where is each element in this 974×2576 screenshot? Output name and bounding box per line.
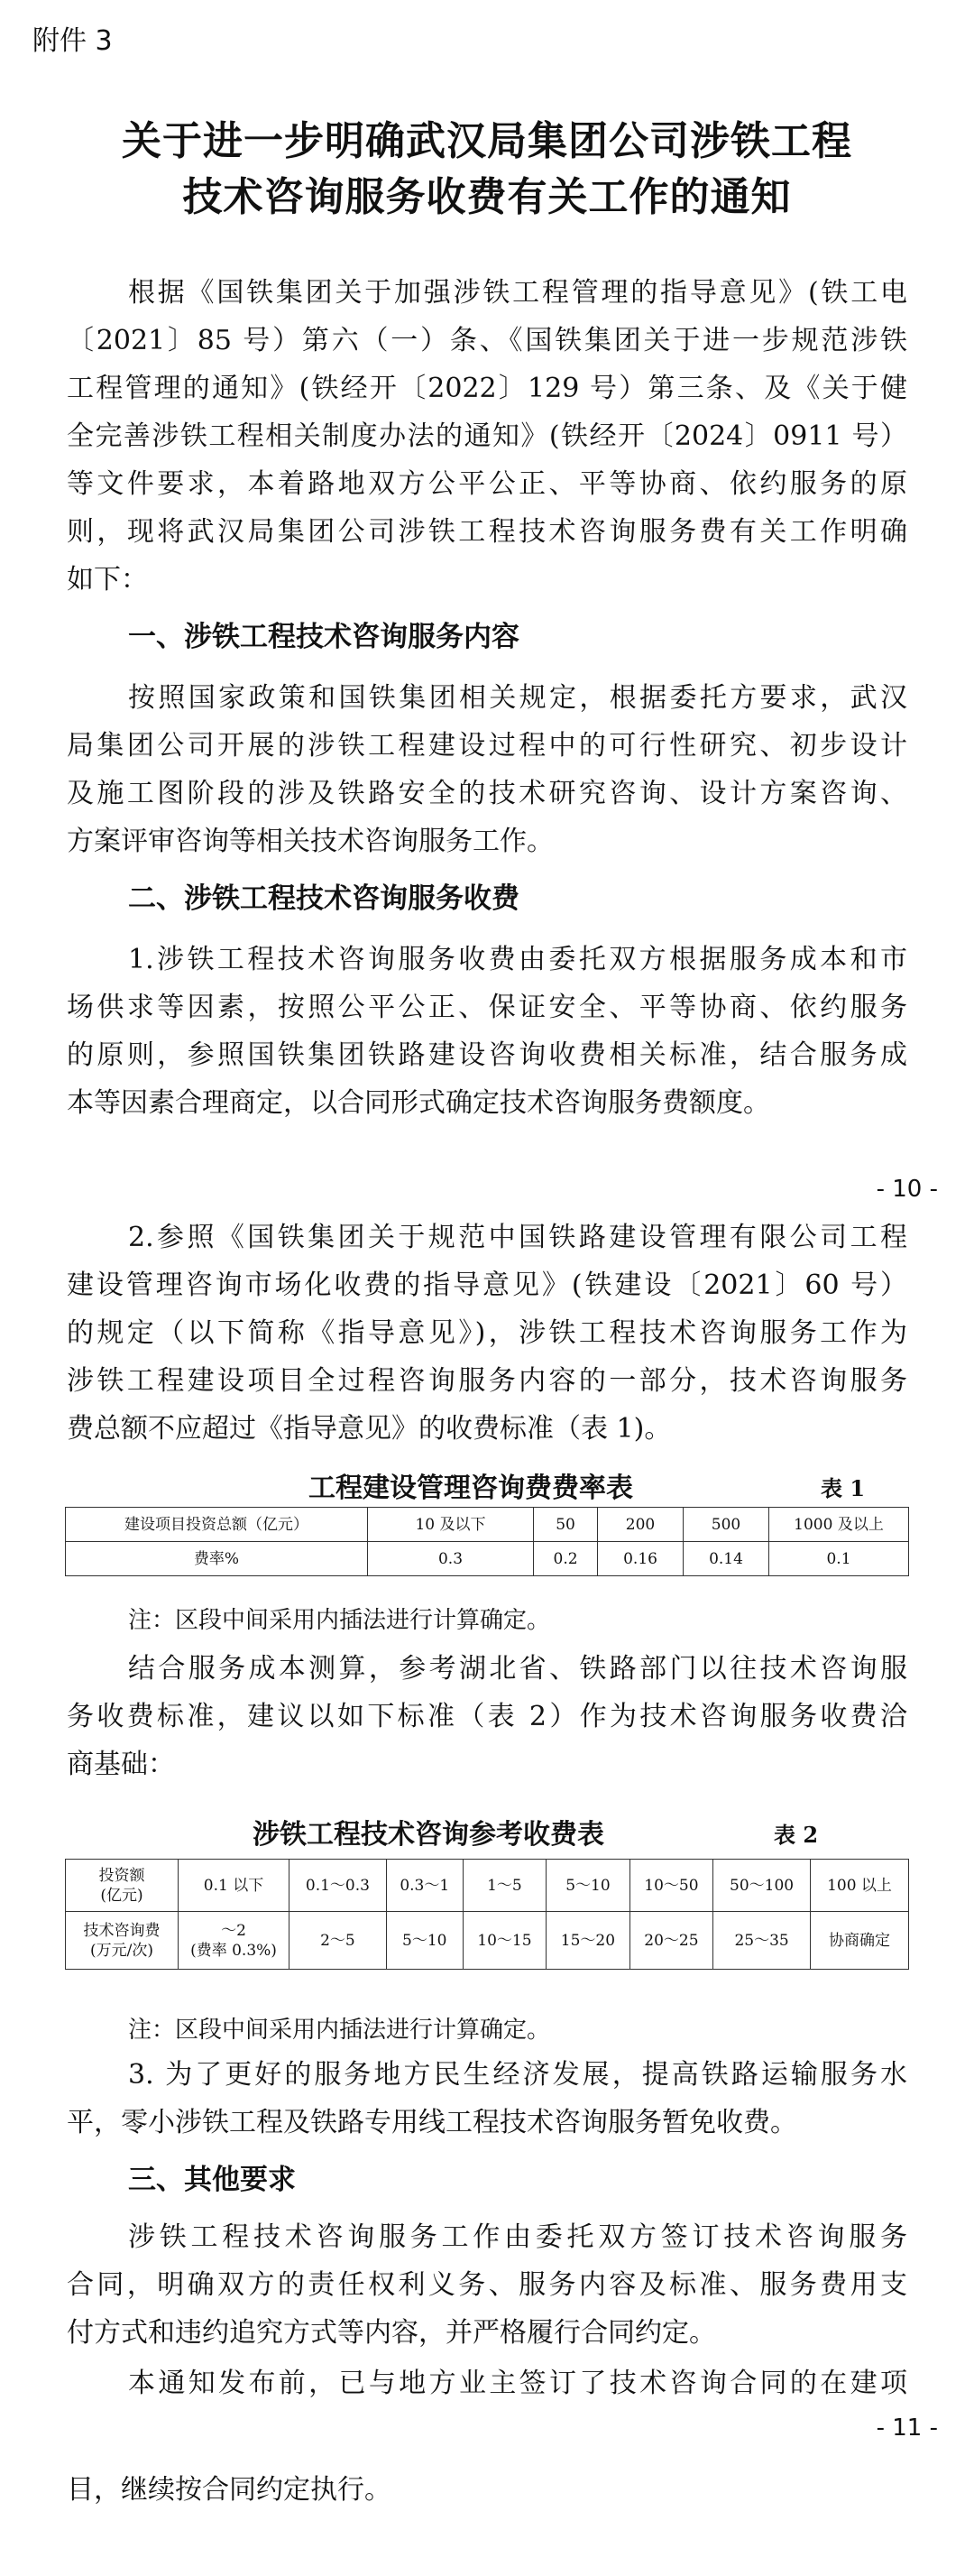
table-1-label: 表 1 (821, 1475, 866, 1501)
table-cell: 50 (534, 1508, 598, 1542)
table-2-note: 注：区段中间采用内插法进行计算确定。 (128, 2017, 551, 2044)
intro-line: 工程管理的通知》(铁经开〔2022〕129 号）第三条、及《关于健 (67, 373, 907, 404)
table-2-label: 表 2 (774, 1822, 819, 1848)
title-line-1: 关于进一步明确武汉局集团公司涉铁工程 (122, 118, 852, 164)
section-2-line: 场供求等因素，按照公平公正、保证安全、平等协商、依约服务 (67, 992, 907, 1023)
table-cell: 10 及以下 (368, 1508, 534, 1542)
table-cell: 费率% (66, 1542, 368, 1576)
section-2-line: 本等因素合理商定，以合同形式确定技术咨询服务费额度。 (67, 1087, 770, 1119)
intro-line: 如下： (67, 564, 148, 596)
section-2-line: 结合服务成本测算，参考湖北省、铁路部门以往技术咨询服 (128, 1653, 907, 1685)
section-3-line: 付方式和违约追究方式等内容，并严格履行合同约定。 (67, 2317, 716, 2349)
section-2-line: 涉铁工程建设项目全过程咨询服务内容的一部分，技术咨询服务 (67, 1365, 907, 1397)
table-cell: 200 (598, 1508, 684, 1542)
table-cell: 0.14 (684, 1542, 769, 1576)
table-row (66, 1508, 909, 1542)
table-cell: 0.2 (534, 1542, 598, 1576)
intro-line: 〔2021〕85 号）第六（一）条、《国铁集团关于进一步规范涉铁 (67, 325, 907, 356)
table-cell-line: ～2 (221, 1921, 246, 1940)
table-row (66, 1912, 909, 1970)
attachment-label: 附件 3 (32, 25, 113, 57)
table-cell: 500 (684, 1508, 769, 1542)
table-1-caption: 工程建设管理咨询费费率表 (308, 1473, 633, 1504)
table-cell (66, 1912, 179, 1970)
table-cell: 25～35 (713, 1912, 811, 1970)
table-cell: 2～5 (289, 1912, 387, 1970)
section-2-line: 3. 为了更好的服务地方民生经济发展，提高铁路运输服务水 (128, 2059, 907, 2091)
table-cell: 0.1 (769, 1542, 909, 1576)
table-cell (66, 1860, 179, 1912)
section-2-line: 平，零小涉铁工程及铁路专用线工程技术咨询服务暂免收费。 (67, 2107, 797, 2138)
table-cell: 0.3～1 (386, 1860, 463, 1912)
intro-line: 则，现将武汉局集团公司涉铁工程技术咨询服务费有关工作明确 (67, 516, 907, 548)
table-cell-line: (万元/次) (90, 1941, 153, 1960)
fee-rate-table (65, 1507, 909, 1576)
table-2-caption: 涉铁工程技术咨询参考收费表 (253, 1819, 604, 1851)
table-cell: 20～25 (629, 1912, 713, 1970)
table-cell: 协商确定 (811, 1912, 909, 1970)
table-row (66, 1542, 909, 1576)
table-cell: 100 以上 (811, 1860, 909, 1912)
table-cell: 10～15 (463, 1912, 547, 1970)
table-cell-line: (费率 0.3%) (190, 1941, 277, 1960)
section-3-line: 合同，明确双方的责任权利义务、服务内容及标准、服务费用支 (67, 2269, 907, 2301)
reference-fee-table (65, 1859, 909, 1970)
table-cell-line: (亿元) (100, 1886, 143, 1905)
section-2-line: 1.涉铁工程技术咨询服务收费由委托双方根据服务成本和市 (128, 944, 907, 975)
table-cell (179, 1912, 289, 1970)
section-3-line: 目，继续按合同约定执行。 (67, 2474, 391, 2506)
page-number: - 10 - (876, 1176, 938, 1203)
section-3-heading: 三、其他要求 (128, 2164, 296, 2196)
table-cell: 1～5 (463, 1860, 547, 1912)
intro-line: 根据《国铁集团关于加强涉铁工程管理的指导意见》(铁工电 (128, 277, 907, 309)
section-3-line: 涉铁工程技术咨询服务工作由委托双方签订技术咨询服务 (128, 2221, 907, 2253)
section-1-line: 按照国家政策和国铁集团相关规定，根据委托方要求，武汉 (128, 682, 907, 714)
section-2-line: 的原则，参照国铁集团铁路建设咨询收费相关标准，结合服务成 (67, 1039, 907, 1071)
intro-line: 等文件要求，本着路地双方公平公正、平等协商、依约服务的原 (67, 468, 907, 500)
section-2-line: 务收费标准，建议以如下标准（表 2）作为技术咨询服务收费洽 (67, 1701, 907, 1732)
table-cell: 5～10 (386, 1912, 463, 1970)
table-cell: 0.3 (368, 1542, 534, 1576)
table-cell: 50～100 (713, 1860, 811, 1912)
page-number: - 11 - (876, 2414, 938, 2442)
section-1-line: 局集团公司开展的涉铁工程建设过程中的可行性研究、初步设计 (67, 730, 907, 762)
section-2-line: 的规定（以下简称《指导意见》)，涉铁工程技术咨询服务工作为 (67, 1317, 907, 1349)
section-2-line: 费总额不应超过《指导意见》的收费标准（表 1)。 (67, 1413, 672, 1445)
table-cell: 15～20 (547, 1912, 630, 1970)
section-2-line: 建设管理咨询市场化收费的指导意见》(铁建设〔2021〕60 号） (67, 1270, 907, 1301)
table-cell: 0.1～0.3 (289, 1860, 387, 1912)
section-2-heading: 二、涉铁工程技术咨询服务收费 (128, 882, 519, 915)
table-cell: 1000 及以上 (769, 1508, 909, 1542)
section-1-line: 方案评审咨询等相关技术咨询服务工作。 (67, 826, 554, 857)
table-cell: 0.1 以下 (179, 1860, 289, 1912)
title-line-2: 技术咨询服务收费有关工作的通知 (182, 174, 792, 220)
section-2-line: 2.参照《国铁集团关于规范中国铁路建设管理有限公司工程 (128, 1222, 907, 1253)
table-cell: 建设项目投资总额（亿元） (66, 1508, 368, 1542)
table-cell: 0.16 (598, 1542, 684, 1576)
table-row (66, 1860, 909, 1912)
intro-line: 全完善涉铁工程相关制度办法的通知》(铁经开〔2024〕0911 号） (67, 420, 907, 452)
table-cell: 5～10 (547, 1860, 630, 1912)
table-1-note: 注：区段中间采用内插法进行计算确定。 (128, 1607, 551, 1634)
section-2-line: 商基础： (67, 1749, 175, 1780)
table-cell: 10～50 (629, 1860, 713, 1912)
section-3-line: 本通知发布前，已与地方业主签订了技术咨询合同的在建项 (128, 2368, 907, 2399)
section-1-line: 及施工图阶段的涉及铁路安全的技术研究咨询、设计方案咨询、 (67, 778, 907, 809)
section-1-heading: 一、涉铁工程技术咨询服务内容 (128, 621, 519, 653)
table-cell-line: 投资额 (98, 1866, 145, 1885)
table-cell-line: 技术咨询费 (83, 1921, 161, 1940)
